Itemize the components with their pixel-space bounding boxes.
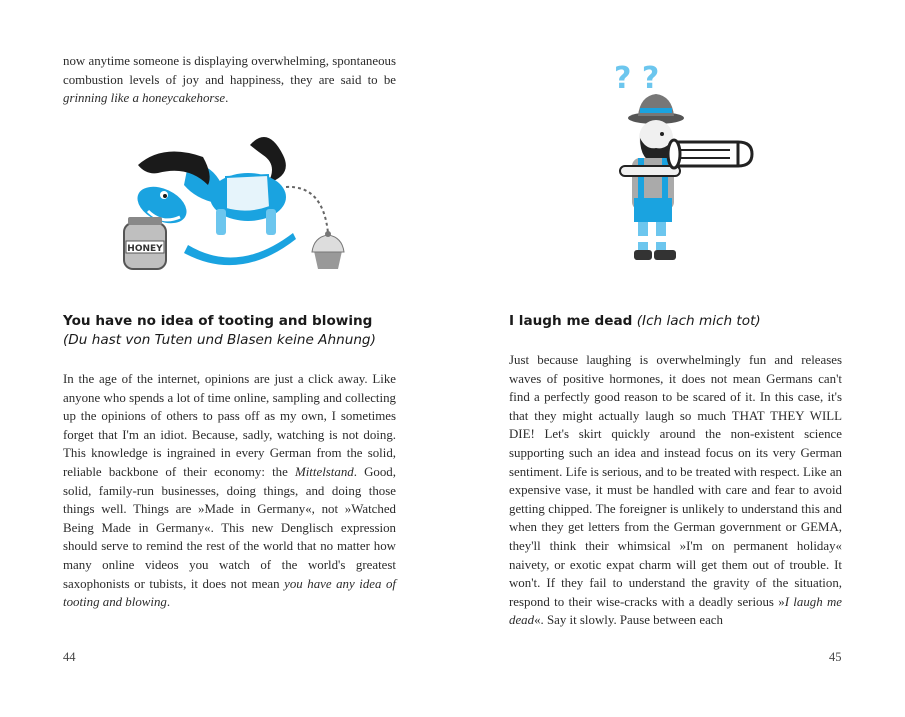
section-heading-tooting [63,312,403,350]
section-heading-laugh [509,312,849,331]
honey-label: HONEY [127,244,163,254]
right-page [452,0,905,717]
intro-italic-phrase: grinning like a honeycakehorse [63,91,226,106]
trombone-player-illustration [610,58,760,270]
body-paragraph-laugh: Just because laughing is overwhelmingly fun and releases waves of positive hormones, it does not mean Germans can't find a perfectly good reason to be scared of it. In this case, it's that they might actually laugh so much THAT THEY WILL DIE! Let's skirt quickly around the non-existent science supporting such an idea and instead focus on its very German sentiment. Life is serious, and to be treated with respect. Like an expensive vase, it must be handled with care and fear to avoid getting chipped. The foreigner is unlikely to understand this and when they get letters from the German government or GEMA, they'll think their whimsical »I'm on permanent holiday« naivety, or exotic expat charm will get them out of trouble. It won't. If they fail to understand the gravity of the situation, respond to their wise-cracks with a deadly serious »I laugh me dead«. Say it slowly. Pause between each [509,353,842,628]
page-number-left: 44 [63,650,76,664]
body-paragraph-tooting: In the age of the internet, opinions are just a click away. Like anyone who spends a lot of time online, sampling and collecting up the opinions of others to pass off as my own, I sometimes forget that I'm an idiot. Because, sadly, watching is not doing. This knowledge is ingrained in every German from the solid, reliable backbone of their economy: the Mittelstand. Good, solid, family-run businesses, doing things, and doing those things well. Things are »Made in Germany«, not »Watched Being Made in Germany«. This new Denglisch expression should serve to remind the rest of the world that no matter how many online videos you watch of the world's greatest saxophonists or tubists, it does not mean you have any idea of tooting and blowing. [63,372,396,610]
heading-subtitle: (Du hast von Tuten und Blasen keine Ahnung) [63,332,376,348]
left-page [0,0,452,717]
question-marks: ? ? [614,61,660,96]
intro-paragraph: now anytime someone is displaying overwhelming, spontaneous combustion levels of joy and happiness, they are said to be grinning like a honeycakehorse. [63,54,396,106]
page-number-right: 45 [829,650,842,664]
rocking-horse-illustration [118,125,350,277]
heading-title: You have no idea of tooting and blowing [63,313,373,329]
heading-subtitle: (Ich lach mich tot) [636,313,761,329]
heading-title: I laugh me dead [509,313,633,329]
